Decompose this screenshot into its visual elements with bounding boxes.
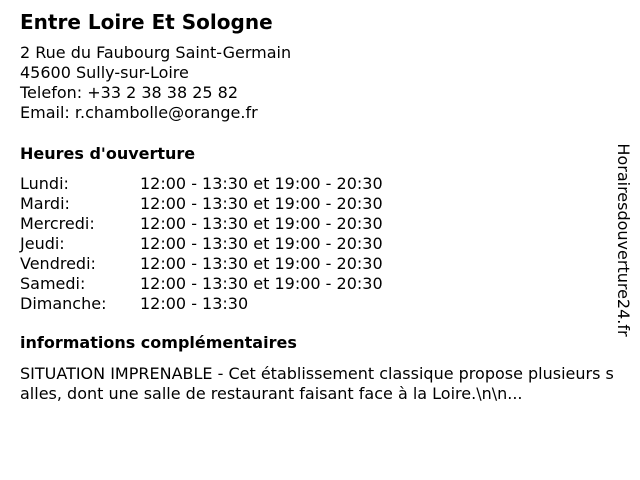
hours-day: Vendredi: (20, 254, 96, 273)
business-name: Entre Loire Et Sologne (20, 10, 273, 34)
hours-time: 12:00 - 13:30 et 19:00 - 20:30 (140, 214, 383, 233)
hours-day: Dimanche: (20, 294, 107, 313)
hours-row-sunday (20, 294, 620, 314)
business-card (20, 10, 620, 404)
hours-time: 12:00 - 13:30 et 19:00 - 20:30 (140, 194, 383, 213)
hours-day: Lundi: (20, 174, 69, 193)
hours-row-tuesday (20, 194, 620, 214)
hours-time: 12:00 - 13:30 et 19:00 - 20:30 (140, 254, 383, 273)
hours-time: 12:00 - 13:30 (140, 294, 249, 313)
address-line-2: 45600 Sully-sur-Loire (20, 63, 189, 82)
opening-hours-heading: Heures d'ouverture (20, 144, 196, 163)
hours-day: Samedi: (20, 274, 86, 293)
hours-row-thursday (20, 234, 620, 254)
hours-day: Mardi: (20, 194, 70, 213)
opening-hours-table (20, 174, 620, 314)
hours-row-monday (20, 174, 620, 194)
hours-time: 12:00 - 13:30 et 19:00 - 20:30 (140, 174, 383, 193)
hours-time: 12:00 - 13:30 et 19:00 - 20:30 (140, 274, 383, 293)
hours-row-saturday (20, 274, 620, 294)
hours-day: Jeudi: (20, 234, 65, 253)
hours-day: Mercredi: (20, 214, 95, 233)
email-line: Email: r.chambolle@orange.fr (20, 103, 258, 122)
hours-time: 12:00 - 13:30 et 19:00 - 20:30 (140, 234, 383, 253)
address-line-1: 2 Rue du Faubourg Saint-Germain (20, 43, 292, 62)
site-watermark: Horairesdouverture24.fr (614, 143, 633, 337)
phone-line: Telefon: +33 2 38 38 25 82 (20, 83, 239, 102)
business-description: SITUATION IMPRENABLE - Cet établissement classique propose plusieurs salles, dont une salle de restaurant faisant face à la Loire.\n\n... (20, 364, 614, 403)
additional-info-heading: informations complémentaires (20, 333, 297, 352)
hours-row-wednesday (20, 214, 620, 234)
hours-row-friday (20, 254, 620, 274)
